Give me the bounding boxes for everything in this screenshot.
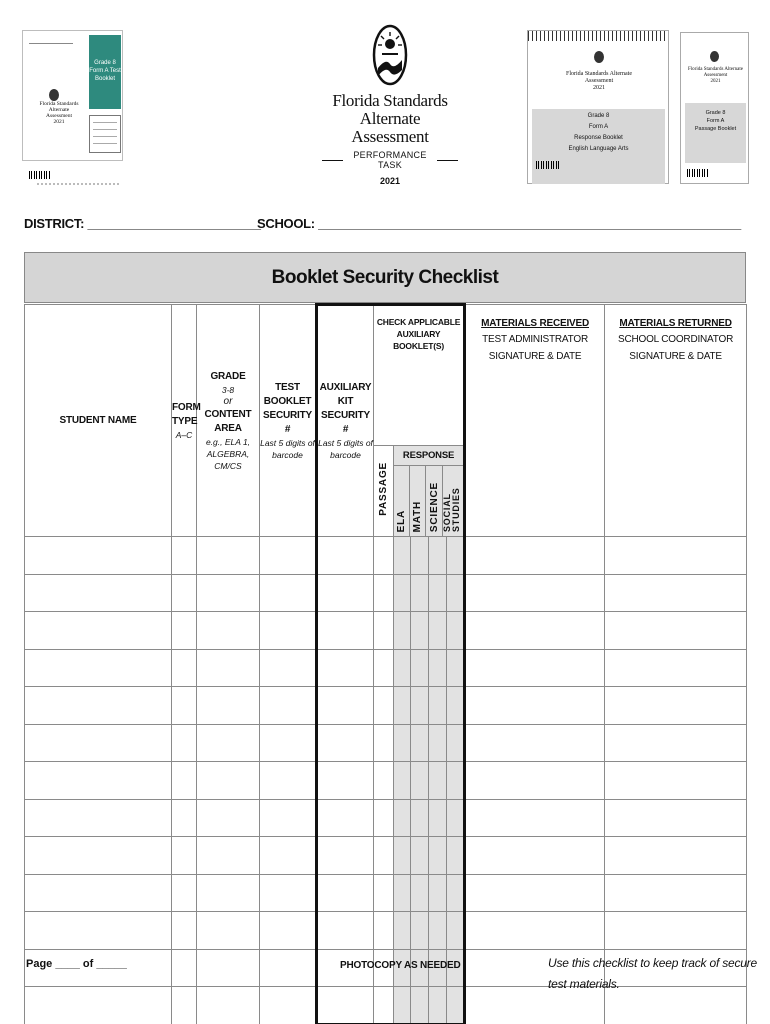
- table-cell[interactable]: [172, 724, 197, 762]
- table-cell[interactable]: [429, 687, 447, 725]
- table-cell[interactable]: [605, 874, 747, 912]
- table-cell[interactable]: [260, 649, 317, 687]
- table-row: [25, 687, 747, 725]
- table-cell[interactable]: [317, 687, 374, 725]
- table-cell[interactable]: [260, 537, 317, 575]
- table-cell[interactable]: [411, 612, 429, 650]
- table-cell[interactable]: [447, 912, 465, 950]
- table-cell[interactable]: [197, 612, 260, 650]
- table-cell[interactable]: [429, 762, 447, 800]
- header-test-booklet-security: TEST BOOKLET SECURITY # Last 5 digits of barcode: [260, 305, 317, 537]
- table-cell[interactable]: [411, 537, 429, 575]
- table-row: [25, 799, 747, 837]
- table-cell[interactable]: [394, 799, 411, 837]
- table-cell[interactable]: [260, 874, 317, 912]
- table-cell[interactable]: [197, 574, 260, 612]
- table-cell[interactable]: [197, 649, 260, 687]
- table-cell[interactable]: [25, 574, 172, 612]
- table-cell[interactable]: [411, 687, 429, 725]
- table-cell[interactable]: [172, 912, 197, 950]
- table-cell[interactable]: [447, 687, 465, 725]
- fsaa-logo: [322, 24, 458, 186]
- table-cell[interactable]: [429, 537, 447, 575]
- table-cell[interactable]: [25, 837, 172, 875]
- table-cell[interactable]: [605, 574, 747, 612]
- table-cell[interactable]: [447, 537, 465, 575]
- seal-icon: [49, 89, 59, 101]
- table-cell[interactable]: [260, 987, 317, 1024]
- header-ela: ELA: [394, 466, 410, 536]
- header-science: SCIENCE: [426, 466, 443, 536]
- table-cell[interactable]: [172, 612, 197, 650]
- performance-task-label: PERFORMANCE TASK: [353, 150, 427, 170]
- table-cell[interactable]: [605, 612, 747, 650]
- booklet-security-table: [24, 303, 747, 1024]
- table-cell[interactable]: [394, 649, 411, 687]
- table-cell[interactable]: [197, 912, 260, 950]
- table-cell[interactable]: [411, 874, 429, 912]
- table-cell[interactable]: [374, 799, 394, 837]
- table-cell[interactable]: [394, 574, 411, 612]
- table-cell[interactable]: [605, 762, 747, 800]
- header-math: MATH: [410, 466, 427, 536]
- table-row: [25, 612, 747, 650]
- table-cell[interactable]: [317, 799, 374, 837]
- table-cell[interactable]: [394, 837, 411, 875]
- table-cell[interactable]: [429, 987, 447, 1024]
- header-form-type: FORM TYPE A–C: [172, 305, 197, 537]
- table-cell[interactable]: [411, 762, 429, 800]
- table-cell[interactable]: [605, 912, 747, 950]
- table-cell[interactable]: [411, 649, 429, 687]
- table-cell[interactable]: [374, 687, 394, 725]
- table-cell[interactable]: [317, 574, 374, 612]
- photocopy-note: PHOTOCOPY AS NEEDED: [340, 960, 461, 971]
- table-cell[interactable]: [605, 649, 747, 687]
- table-cell[interactable]: [447, 574, 465, 612]
- header-passage: PASSAGE: [374, 446, 394, 537]
- table-cell[interactable]: [429, 837, 447, 875]
- logo-year: 2021: [379, 176, 401, 186]
- barcode-icon: [29, 171, 51, 179]
- table-row: [25, 912, 747, 950]
- barcode-icon: [536, 161, 560, 169]
- table-cell[interactable]: [447, 837, 465, 875]
- table-cell[interactable]: [465, 799, 605, 837]
- table-cell[interactable]: [197, 724, 260, 762]
- table-cell[interactable]: [317, 987, 374, 1024]
- table-cell[interactable]: [374, 762, 394, 800]
- table-cell[interactable]: [25, 612, 172, 650]
- table-cell[interactable]: [25, 987, 172, 1024]
- table-cell[interactable]: [465, 612, 605, 650]
- table-cell[interactable]: [172, 874, 197, 912]
- table-row: [25, 724, 747, 762]
- table-cell[interactable]: [447, 612, 465, 650]
- barcode-icon: [687, 169, 709, 177]
- florida-seal-icon: [372, 24, 408, 86]
- table-cell[interactable]: [394, 724, 411, 762]
- table-cell[interactable]: [260, 612, 317, 650]
- table-cell[interactable]: [605, 537, 747, 575]
- table-cell[interactable]: [394, 537, 411, 575]
- table-cell[interactable]: [411, 837, 429, 875]
- table-cell[interactable]: [605, 724, 747, 762]
- table-cell[interactable]: [317, 912, 374, 950]
- table-row: [25, 649, 747, 687]
- table-cell[interactable]: [197, 987, 260, 1024]
- table-cell[interactable]: [374, 987, 394, 1024]
- test-booklet-thumbnail: Grade 8 Form A Test Booklet Florida Standards Alternate Assessment 2021: [22, 30, 123, 161]
- table-cell[interactable]: [172, 837, 197, 875]
- header-grade: GRADE 3-8 or CONTENT AREA e.g., ELA 1, ALGEBRA, CM/CS: [197, 305, 260, 537]
- table-cell[interactable]: [374, 537, 394, 575]
- checklist-rows: [25, 537, 747, 1024]
- table-cell[interactable]: [447, 987, 465, 1024]
- table-cell[interactable]: [447, 799, 465, 837]
- table-cell[interactable]: [394, 762, 411, 800]
- logo-line-2: Alternate Assessment: [351, 109, 429, 146]
- passage-booklet-thumbnail: Florida Standards Alternate Assessment 2021 Grade 8 Form A Passage Booklet: [680, 32, 749, 184]
- table-cell[interactable]: [172, 762, 197, 800]
- table-cell[interactable]: [172, 799, 197, 837]
- table-cell[interactable]: [374, 612, 394, 650]
- header-response-group: RESPONSE ELA MATH SCIENCE SOCIAL STUDIES: [394, 446, 465, 537]
- table-cell[interactable]: [429, 724, 447, 762]
- table-cell[interactable]: [429, 799, 447, 837]
- table-cell[interactable]: [447, 762, 465, 800]
- table-cell[interactable]: [411, 724, 429, 762]
- cover-label: Grade 8 Form A Test Booklet: [89, 35, 121, 109]
- table-cell[interactable]: [197, 949, 260, 987]
- table-cell[interactable]: [429, 574, 447, 612]
- table-cell[interactable]: [317, 837, 374, 875]
- table-cell[interactable]: [197, 537, 260, 575]
- table-cell[interactable]: [197, 762, 260, 800]
- table-cell[interactable]: [25, 724, 172, 762]
- table-cell[interactable]: [465, 649, 605, 687]
- header-social-studies: SOCIAL STUDIES: [442, 487, 462, 532]
- table-row: [25, 762, 747, 800]
- table-cell[interactable]: [465, 687, 605, 725]
- table-cell[interactable]: [374, 837, 394, 875]
- table-cell[interactable]: [605, 687, 747, 725]
- table-cell[interactable]: [394, 987, 411, 1024]
- table-cell[interactable]: [260, 724, 317, 762]
- table-row: [25, 537, 747, 575]
- table-cell[interactable]: [25, 649, 172, 687]
- table-cell[interactable]: [394, 612, 411, 650]
- table-cell[interactable]: [25, 537, 172, 575]
- table-cell[interactable]: [317, 649, 374, 687]
- table-cell[interactable]: [260, 949, 317, 987]
- table-cell[interactable]: [172, 574, 197, 612]
- table-cell[interactable]: [172, 537, 197, 575]
- table-cell[interactable]: [411, 912, 429, 950]
- table-cell[interactable]: [411, 987, 429, 1024]
- logo-line-1: Florida Standards: [332, 91, 448, 110]
- table-cell[interactable]: [447, 649, 465, 687]
- table-cell[interactable]: [260, 574, 317, 612]
- table-cell[interactable]: [374, 874, 394, 912]
- table-cell[interactable]: [172, 987, 197, 1024]
- table-cell[interactable]: [447, 874, 465, 912]
- table-cell[interactable]: [260, 799, 317, 837]
- table-cell[interactable]: [465, 874, 605, 912]
- table-cell[interactable]: [374, 574, 394, 612]
- response-booklet-thumbnail: Florida Standards Alternate Assessment 2021 Grade 8 Form A Response Booklet English Language Arts: [527, 30, 669, 184]
- table-cell[interactable]: [394, 874, 411, 912]
- table-cell[interactable]: [260, 687, 317, 725]
- table-cell[interactable]: [394, 687, 411, 725]
- table-cell[interactable]: [25, 687, 172, 725]
- table-cell[interactable]: [429, 874, 447, 912]
- table-cell[interactable]: [197, 874, 260, 912]
- table-cell[interactable]: [317, 612, 374, 650]
- spiral-binding-icon: [528, 31, 668, 41]
- table-cell[interactable]: [411, 799, 429, 837]
- table-cell[interactable]: [260, 837, 317, 875]
- table-cell[interactable]: [605, 837, 747, 875]
- table-cell[interactable]: [317, 874, 374, 912]
- table-cell[interactable]: [172, 949, 197, 987]
- table-cell[interactable]: [197, 837, 260, 875]
- table-cell[interactable]: [465, 912, 605, 950]
- table-cell[interactable]: [394, 912, 411, 950]
- table-cell[interactable]: [465, 574, 605, 612]
- table-cell[interactable]: [429, 649, 447, 687]
- table-cell[interactable]: [25, 874, 172, 912]
- page-number-field[interactable]: Page ____ of _____: [26, 958, 127, 970]
- table-cell[interactable]: [197, 799, 260, 837]
- school-field[interactable]: SCHOOL: _____________________________________________________________: [257, 216, 741, 231]
- table-cell[interactable]: [172, 687, 197, 725]
- table-cell[interactable]: [25, 762, 172, 800]
- header-check-applicable: CHECK APPLICABLE AUXILIARY BOOKLET(S): [374, 305, 465, 446]
- table-cell[interactable]: [317, 762, 374, 800]
- table-cell[interactable]: [25, 799, 172, 837]
- table-row: [25, 874, 747, 912]
- table-cell[interactable]: [172, 649, 197, 687]
- table-cell[interactable]: [605, 799, 747, 837]
- seal-icon: [710, 51, 719, 62]
- table-cell[interactable]: [260, 762, 317, 800]
- seal-icon: [594, 51, 604, 63]
- checklist-title: Booklet Security Checklist: [271, 266, 499, 288]
- district-field[interactable]: DISTRICT: _________________________: [24, 216, 261, 231]
- table-cell[interactable]: [260, 912, 317, 950]
- table-cell[interactable]: [317, 724, 374, 762]
- checklist-instructions: Use this checklist to keep track of secure test materials.: [548, 956, 758, 991]
- table-row: [25, 574, 747, 612]
- table-cell[interactable]: [25, 912, 172, 950]
- table-cell[interactable]: [429, 912, 447, 950]
- table-cell[interactable]: [197, 687, 260, 725]
- checklist-title-bar: [24, 252, 746, 303]
- table-cell[interactable]: [447, 724, 465, 762]
- table-cell[interactable]: [465, 537, 605, 575]
- table-cell[interactable]: [465, 724, 605, 762]
- table-row: [25, 837, 747, 875]
- header-aux-kit-security: AUXILIARY KIT SECURITY # Last 5 digits of barcode: [317, 305, 374, 537]
- table-cell[interactable]: [317, 537, 374, 575]
- table-cell[interactable]: [374, 912, 394, 950]
- table-cell[interactable]: [465, 837, 605, 875]
- table-cell[interactable]: [374, 649, 394, 687]
- table-cell[interactable]: [465, 762, 605, 800]
- table-cell[interactable]: [374, 724, 394, 762]
- header-materials-returned: MATERIALS RETURNED SCHOOL COORDINATOR SIGNATURE & DATE: [605, 305, 747, 537]
- header-student-name: STUDENT NAME: [25, 305, 172, 537]
- table-cell[interactable]: [429, 612, 447, 650]
- table-cell[interactable]: [411, 574, 429, 612]
- header-materials-received: MATERIALS RECEIVED TEST ADMINISTRATOR SIGNATURE & DATE: [465, 305, 605, 537]
